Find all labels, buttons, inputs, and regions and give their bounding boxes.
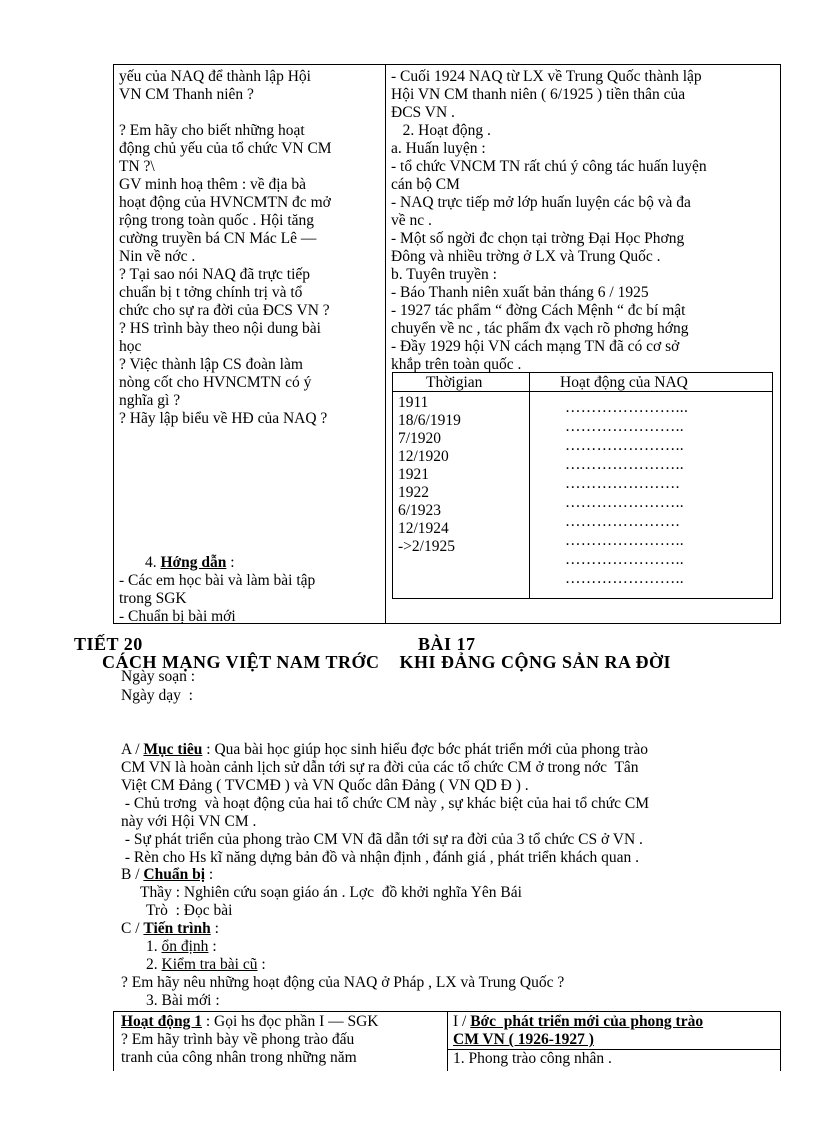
step-colon: : — [208, 938, 217, 955]
bottom-table-divider — [447, 1011, 448, 1071]
text-line: Hội VN CM thanh niên ( 6/1925 ) tiền thân của — [391, 86, 686, 103]
text-line: rộng trong toàn quốc . Hội tăng — [119, 212, 315, 229]
step-stabilize — [146, 938, 217, 956]
step-new-lesson: 3. Bài mới : — [146, 992, 220, 1009]
text-line: ? Em hãy cho biết những hoạt — [119, 122, 305, 139]
text-line: - 1927 tác phẩm “ đờng Cách Mệnh “ đc bí mật — [391, 302, 686, 319]
timeline-year: 18/6/1919 — [398, 412, 461, 429]
step-title: ổn định — [161, 938, 209, 955]
text-line: - Cuối 1924 NAQ từ LX về Trung Quốc thành lập — [391, 68, 702, 85]
section-prefix: I / — [453, 1013, 471, 1030]
date-prepared: Ngày soạn : — [121, 668, 196, 685]
text-line: - NAQ trực tiếp mở lớp huấn luyện các bộ và đa — [391, 194, 691, 211]
text-line: VN CM Thanh niên ? — [119, 86, 254, 103]
guide-title: Hớng dẫn — [160, 554, 227, 571]
timeline-year: 1921 — [398, 466, 429, 483]
timeline-blank: ………………….. — [565, 418, 684, 435]
timeline-blank: ………………….. — [565, 456, 684, 473]
text-line: - Đầy 1929 hội VN cách mạng TN đã có cơ sở — [391, 338, 680, 355]
review-question: ? Em hãy nêu những hoạt động của NAQ ở Pháp , LX và Trung Quốc ? — [121, 974, 565, 991]
text-line: động chủ yếu của tổ chức VN CM — [119, 140, 332, 157]
activity-title: Hoạt động 1 — [121, 1013, 202, 1030]
activity-instruction: : Gọi hs đọc phần I — SGK — [201, 1013, 379, 1030]
procedure-heading — [121, 920, 219, 938]
text-line: cường truyền bá CN Mác Lê — — [119, 230, 317, 247]
guide-heading — [145, 554, 235, 572]
text-line: học — [119, 338, 142, 355]
section-title-cont: CM VN ( 1926-1927 ) — [453, 1031, 594, 1048]
step-number: 1. — [146, 938, 162, 955]
text-line: TN ?\ — [119, 158, 155, 175]
objectives-heading — [121, 741, 648, 759]
page-title: CÁCH MẠNG VIỆT NAM TRỚC KHI ĐẢNG CỘNG SẢN RA ĐỜI — [102, 652, 672, 672]
step-number: 2. — [146, 956, 162, 973]
text-line: Đông và nhiều trờng ở LX và Trung Quốc . — [391, 248, 661, 265]
text-line: ? HS trình bày theo nội dung bài — [119, 320, 321, 337]
preparation-colon: : — [205, 866, 214, 883]
text-line: hoạt động của HVNCMTN đc mở — [119, 194, 331, 211]
top-left-column — [119, 68, 381, 428]
guide-item: - Chuẩn bị bài mới — [119, 608, 236, 625]
student-prep: Trò : Đọc bài — [146, 902, 233, 919]
objective-line: này với Hội VN CM . — [121, 813, 257, 830]
text-line: - tổ chức VNCM TN rất chú ý công tác huấn luyện — [391, 158, 707, 175]
timeline-blank: ………………….. — [565, 494, 684, 511]
objectives-list — [121, 759, 649, 867]
text-line: GV minh hoạ thêm : về địa bà — [119, 176, 306, 193]
preparation-heading — [121, 866, 213, 884]
step-review — [146, 956, 266, 974]
text-line: yếu của NAQ để thành lập Hội — [119, 68, 311, 85]
text-line: ? Tại sao nói NAQ đã trực tiếp — [119, 266, 311, 283]
objectives-prefix: A / — [121, 741, 144, 758]
section-title: Bớc phát triển mới của phong trào — [470, 1013, 704, 1030]
timeline-header-time: Thờigian — [426, 374, 483, 391]
guide-item: trong SGK — [119, 590, 187, 607]
timeline-divider — [529, 372, 530, 599]
text-line: - Báo Thanh niên xuất bản tháng 6 / 1925 — [391, 284, 649, 301]
procedure-title: Tiến trình — [143, 920, 211, 937]
objective-line: CM VN là hoàn cảnh lịch sử dẫn tới sự ra đời của các tổ chức CM ở trong nớc Tân — [121, 759, 639, 776]
objectives-intro: : Qua bài học giúp học sinh hiểu đợc bớc phát triển mới của phong trào — [202, 741, 648, 758]
text-line: Nin về nớc . — [119, 248, 196, 265]
text-line — [119, 104, 381, 122]
text-line: nghĩa gì ? — [119, 392, 181, 409]
preparation-title: Chuẩn bị — [143, 866, 206, 883]
timeline-activities — [565, 398, 688, 588]
text-line: - Một số ngời đc chọn tại trờng Đại Học Phơng — [391, 230, 685, 247]
timeline-blank: …………………. — [565, 475, 680, 492]
text-line: ? Hãy lập biểu về HĐ của NAQ ? — [119, 410, 328, 427]
objective-line: Việt CM Đảng ( TVCMĐ ) và VN Quốc dân Đảng ( VN QD Đ ) . — [121, 777, 529, 794]
timeline-year: 12/1924 — [398, 520, 449, 537]
text-line: tranh của công nhân trong những năm — [121, 1049, 357, 1066]
text-line: chuẩn bị t tởng chính trị và tổ — [119, 284, 303, 301]
step-colon: : — [257, 956, 266, 973]
lesson-number: BÀI 17 — [418, 634, 476, 654]
timeline-year: ->2/1925 — [398, 538, 455, 555]
text-line: 2. Hoạt động . — [391, 122, 491, 139]
guide-number: 4. — [145, 554, 157, 571]
text-line: ? Em hãy trình bày về phong trào đấu — [121, 1031, 355, 1048]
text-line: nòng cốt cho HVNCMTN có ý — [119, 374, 312, 391]
teacher-prep: Thầy : Nghiên cứu soạn giáo án . Lợc đồ khởi nghĩa Yên Bái — [140, 884, 522, 901]
text-line: khắp trên toàn quốc . — [391, 356, 522, 373]
top-right-column — [391, 68, 777, 374]
text-line: chức cho sự ra đời của ĐCS VN ? — [119, 302, 330, 319]
procedure-prefix: C / — [121, 920, 144, 937]
timeline-year: 12/1920 — [398, 448, 449, 465]
text-line: về nc . — [391, 212, 432, 229]
guide-item: - Các em học bài và làm bài tập — [119, 572, 316, 589]
timeline-year: 1911 — [398, 394, 429, 411]
text-line: a. Huấn luyện : — [391, 140, 486, 157]
lesson-period: TIẾT 20 — [74, 634, 143, 654]
timeline-blank: ………………….. — [565, 532, 684, 549]
text-line: cán bộ CM — [391, 176, 460, 193]
preparation-prefix: B / — [121, 866, 144, 883]
timeline-years — [398, 394, 461, 556]
objective-line: - Chủ trơng và hoạt động của hai tổ chức CM này , sự khác biệt của hai tổ chức CM — [121, 795, 649, 812]
text-line: ? Việc thành lập CS đoàn làm — [119, 356, 303, 373]
step-title: Kiểm tra bài cũ — [161, 956, 258, 973]
timeline-year: 7/1920 — [398, 430, 442, 447]
timeline-blank: ………………….. — [565, 551, 684, 568]
activity-questions — [121, 1031, 357, 1067]
text-line: ĐCS VN . — [391, 104, 455, 121]
timeline-header-activity: Hoạt động của NAQ — [560, 374, 688, 391]
section-subheading: 1. Phong trào công nhân . — [453, 1050, 612, 1067]
timeline-year: 6/1923 — [398, 502, 442, 519]
guide-list — [119, 572, 315, 626]
timeline-year: 1922 — [398, 484, 429, 501]
timeline-blank: …………………... — [565, 399, 689, 416]
objective-line: - Sự phát triển của phong trào CM VN đã dẫn tới sự ra đời của 3 tổ chức CS ở VN . — [121, 831, 643, 848]
date-taught: Ngày dạy : — [121, 687, 193, 704]
timeline-blank: …………………. — [565, 513, 680, 530]
procedure-colon: : — [210, 920, 219, 937]
text-line: b. Tuyên truyền : — [391, 266, 497, 283]
text-line: chuyển về nc , tác phẩm đx vạch rõ phơng hớng — [391, 320, 689, 337]
section-heading — [453, 1013, 703, 1031]
activity-heading — [121, 1013, 379, 1031]
objectives-title: Mục tiêu — [143, 741, 203, 758]
timeline-blank: ………………….. — [565, 437, 684, 454]
timeline-blank: ………………….. — [565, 570, 684, 587]
top-table-divider — [385, 64, 386, 624]
objective-line: - Rèn cho Hs kĩ năng dựng bản đồ và nhận định , đánh giá , phát triển khách quan . — [121, 849, 640, 866]
guide-colon: : — [226, 554, 235, 571]
